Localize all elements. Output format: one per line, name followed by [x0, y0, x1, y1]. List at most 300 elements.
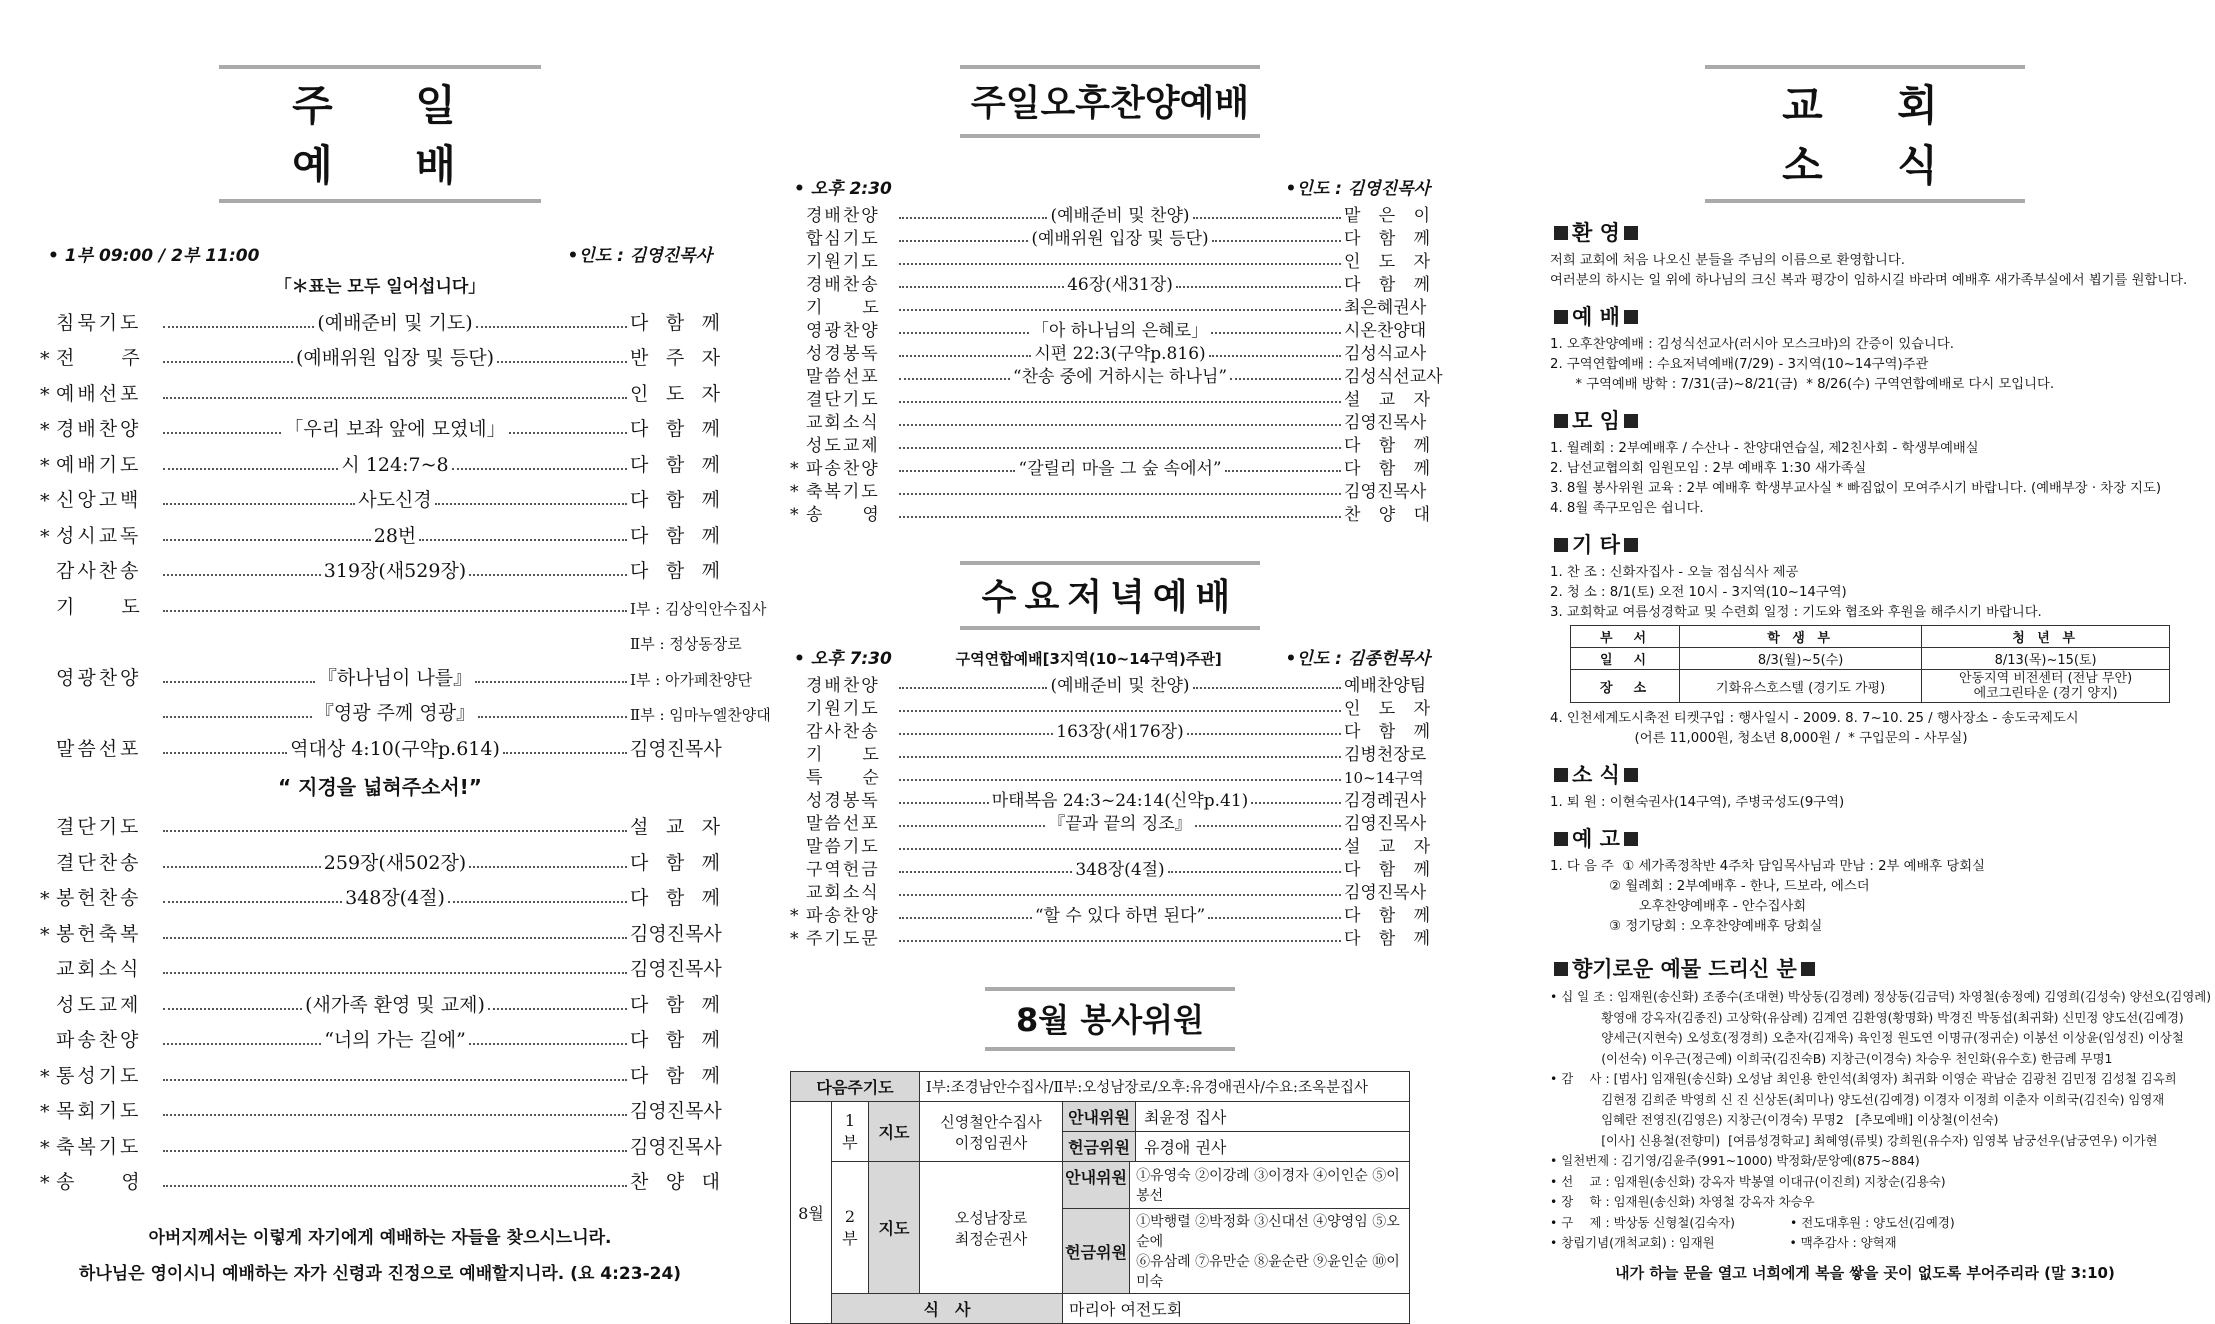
volunteers-table: [790, 1071, 1410, 1324]
dotted-leader: [1225, 470, 1341, 472]
sunday-verse: [40, 1220, 720, 1292]
order-item-content: 348장(4절): [1075, 860, 1165, 880]
notice-line: ② 월례회 : 2부예배후 - 한나, 드보라, 에스더: [1550, 879, 1870, 894]
order-item-content: 사도신경: [358, 489, 432, 511]
sunday-time: • 1부 09:00 / 2부 11:00: [48, 246, 260, 266]
sunday-meta: [48, 241, 720, 266]
order-item-person: 김영진목사: [1344, 814, 1427, 834]
order-item-person: 다 함 께: [1344, 906, 1430, 926]
order-item-content: 348장(4절): [345, 887, 445, 909]
order-item-person: 인 도 자: [1344, 252, 1430, 272]
order-row: [790, 364, 1443, 387]
order-item-content: (예배준비 및 찬양): [1050, 206, 1190, 226]
order-item-name: 성경봉독: [806, 791, 880, 811]
sunday-order-list: [40, 299, 771, 761]
order-item-name: 성시교독: [56, 524, 142, 547]
meal-value: 마리아 여전도회: [1063, 1294, 1410, 1324]
order-item-name: 주기도문: [806, 929, 880, 949]
order-item-person: 다 함 께: [630, 851, 721, 874]
dotted-leader: [163, 1185, 627, 1187]
order-row: [790, 295, 1430, 318]
order-item-person: 김영진목사: [630, 1135, 722, 1158]
order-item-content: 마태복음 24:3~24:14(신약p.41): [991, 791, 1249, 811]
dotted-leader: [478, 716, 627, 718]
order-item-content: 28번: [373, 524, 417, 547]
order-item-person: 김영진목사: [630, 737, 722, 760]
order-item-name: 기 도: [56, 595, 143, 618]
order-item-name: 성도교제: [806, 436, 880, 456]
order-item-content: “너의 가는 길에”: [324, 1029, 466, 1051]
dotted-leader: [497, 361, 627, 363]
square-bullet-icon: [1554, 962, 1568, 976]
closing-verse: 내가 하늘 문을 열고 너희에게 복을 쌓을 곳이 없도록 부어주리라 (말 3:10): [1615, 1263, 2115, 1282]
order-row: [40, 441, 720, 477]
order-row: [790, 456, 1430, 479]
order-item-content: 259장(새502장): [323, 851, 467, 874]
stand-marker: *: [790, 482, 799, 502]
dotted-leader: [448, 901, 627, 903]
dotted-leader: [1230, 378, 1341, 380]
stand-marker: *: [40, 1101, 50, 1123]
order-row: [40, 406, 720, 442]
dotted-leader: [899, 687, 1047, 689]
dotted-leader: [899, 332, 1029, 334]
p1-offering-label: 헌금위원: [1063, 1132, 1136, 1161]
order-row: [40, 875, 720, 911]
p1-label: 1부: [832, 1102, 869, 1162]
order-row: [790, 433, 1430, 456]
order-row: [40, 910, 720, 946]
dotted-leader: [899, 940, 1341, 942]
dotted-leader: [899, 424, 1341, 426]
stand-marker: *: [40, 1065, 50, 1088]
p1-offering-cell: [1063, 1132, 1410, 1162]
wednesday-leader: •인도 : 김종헌목사: [1285, 649, 1430, 669]
notice-line: 오후찬양예배후 - 안수집사회: [1550, 899, 1807, 914]
dotted-leader: [899, 779, 1341, 781]
dotted-leader: [452, 468, 627, 470]
order-row: [40, 583, 767, 619]
offering-line: 황영애 강옥자(김종진) 고상학(유삼례) 김계연 김환영(황명화) 박경진 박동섭(최귀화) 신민정 양도선(김예경): [1550, 1009, 2184, 1025]
p2-usher-cell: [1063, 1162, 1410, 1209]
square-bullet-icon: [1554, 226, 1568, 240]
dotted-leader: [435, 503, 627, 505]
order-item-person: Ⅰ부 : 아가페찬양단: [630, 670, 752, 689]
dotted-leader: [163, 432, 281, 434]
order-item-content: 시편 22:3(구약p.816): [1034, 344, 1206, 364]
camp-cell-line: 에코그린타운 (경기 양지): [1973, 686, 2118, 701]
order-row: [790, 479, 1430, 502]
order-row: [790, 857, 1430, 880]
order-item-person: 김영진목사: [630, 958, 722, 980]
welcome-heading: 환 영: [1550, 217, 2180, 247]
order-item-person: 다 함 께: [1344, 229, 1430, 249]
p1-guide-1: 신영철안수집사: [940, 1112, 1042, 1131]
order-item-content: “찬송 중에 거하시는 하나님”: [1012, 367, 1228, 387]
dotted-leader: [1195, 825, 1341, 827]
order-row: [790, 387, 1430, 410]
dotted-leader: [163, 1079, 627, 1081]
wednesday-order-list: [790, 673, 1430, 949]
dotted-leader: [488, 1008, 627, 1010]
order-row: [40, 299, 720, 335]
camp-cell: [1922, 670, 2170, 703]
order-item-person: 김성식선교사: [1344, 367, 1443, 387]
dotted-leader: [469, 574, 627, 576]
dotted-leader: [899, 516, 1341, 518]
dotted-leader: [163, 972, 627, 974]
p2-offering-line-1: ①박행렬 ②박정화 ③신대선 ④양영임 ⑤오순에: [1136, 1214, 1400, 1250]
camp-cell: 기화유스호스텔 (경기도 가평): [1680, 670, 1922, 703]
order-item-content: (예배위원 입장 및 등단): [295, 347, 495, 369]
dotted-leader: [1168, 871, 1341, 873]
order-item-name: 결단찬송: [56, 851, 142, 874]
order-row: [790, 696, 1430, 719]
dotted-leader: [899, 710, 1341, 712]
offering-line: • 감 사 : [범사] 임재원(송신화) 오성남 최인용 한인석(최영자) 최귀화 이영순 곽남순 김광천 김민정 김성철 김옥희: [1550, 1071, 2177, 1086]
order-item-person: 다 함 께: [1344, 722, 1430, 742]
etc-heading: 기 타: [1550, 529, 2180, 559]
camp-row-label: 장 소: [1571, 670, 1680, 703]
order-item-name: 교회소식: [806, 413, 880, 433]
order-item-name: 경배찬양: [806, 676, 880, 696]
order-row: [790, 834, 1430, 857]
order-row: [40, 981, 720, 1017]
order-item-person: 10~14구역: [1344, 769, 1424, 787]
order-item-content: 『하나님이 나를』: [317, 666, 473, 689]
order-item-person: 김영진목사: [630, 922, 722, 945]
order-item-content: 『끝과 끝의 징조』: [1048, 814, 1192, 834]
order-item-name: 기 도: [806, 298, 881, 318]
dotted-leader: [1209, 355, 1341, 357]
order-item-person: 다 함 께: [630, 311, 721, 334]
order-item-content: 319장(새529장): [323, 560, 467, 582]
dotted-leader: [163, 830, 627, 832]
square-bullet-icon: [1801, 962, 1815, 976]
order-row: [790, 502, 1430, 525]
notice-line: ③ 정기당회 : 오후찬양예배후 당회실: [1550, 919, 1823, 934]
dotted-leader: [899, 825, 1045, 827]
order-item-content: 「아 하나님의 은혜로」: [1031, 321, 1209, 341]
news-banner: 교 회 소 식: [1705, 65, 2025, 203]
order-item-content: “갈릴리 마을 그 숲 속에서”: [1018, 459, 1222, 479]
square-bullet-icon: [1624, 538, 1638, 552]
order-row: [790, 249, 1430, 272]
order-item-person: 다 함 께: [630, 489, 721, 511]
worship-line: * 구역예배 방학 : 7/31(금)~8/21(금) * 8/26(수) 구역연합예배로 다시 모입니다.: [1550, 377, 2055, 392]
meeting-line: 4. 8월 족구모임은 쉽니다.: [1550, 501, 1704, 516]
order-item-person: 다 함 께: [630, 560, 721, 582]
wednesday-banner: 수요저녁예배: [960, 561, 1260, 630]
verse-line-1: 아버지께서는 이렇게 자기에게 예배하는 자들을 찾으시느니라.: [148, 1228, 612, 1248]
dotted-leader: [1208, 917, 1341, 919]
order-row: [40, 725, 720, 761]
order-item-name: 영광찬양: [56, 666, 142, 689]
p2-guide-2: 최정순권사: [954, 1229, 1028, 1248]
order-item-person: Ⅰ부 : 김상익안수집사: [630, 599, 767, 618]
dotted-leader: [899, 378, 1010, 380]
afternoon-time: • 오후 2:30: [794, 179, 892, 199]
order-item-person: 인 도 자: [1344, 699, 1430, 719]
order-item-person: 다 함 께: [630, 887, 721, 909]
dotted-leader: [163, 937, 627, 939]
order-item-name: 봉헌축복: [56, 922, 142, 945]
p2-offering-cell: [1063, 1209, 1410, 1294]
order-item-name: 침묵기도: [56, 311, 142, 334]
camp-header: 부 서: [1571, 626, 1680, 648]
order-item-content: 163장(새176장): [1056, 722, 1184, 742]
dotted-leader: [899, 286, 1064, 288]
order-item-name: 말씀선포: [806, 814, 880, 834]
welcome-line: 저희 교회에 처음 나오신 분들을 주님의 이름으로 환영합니다.: [1550, 253, 1905, 268]
p1-usher-value: 최윤정 집사: [1144, 1108, 1227, 1127]
news-heading: 소 식: [1550, 759, 2180, 789]
order-item-person: 다 함 께: [1344, 860, 1430, 880]
month-label: 8월: [791, 1102, 832, 1324]
order-row: [790, 742, 1430, 765]
p2-offering-line-2: ⑥유삼례 ⑦유만순 ⑧윤순란 ⑨윤인순 ⑩이미숙: [1136, 1254, 1400, 1290]
sunday-leader: •인도 : 김영진목사: [567, 246, 712, 266]
order-row: [40, 335, 720, 371]
wednesday-meta: [794, 644, 1430, 669]
dotted-leader: [899, 493, 1341, 495]
order-item-name: 성도교제: [56, 993, 142, 1016]
square-bullet-icon: [1624, 768, 1638, 782]
dotted-leader: [1211, 332, 1341, 334]
dotted-leader: [899, 309, 1341, 311]
dotted-leader: [899, 240, 1028, 242]
news-line: 1. 퇴 원 : 이현숙권사(14구역), 주병국성도(9구역): [1550, 795, 1845, 810]
p2-usher-label: 안내위원: [1063, 1162, 1130, 1208]
welcome-line: 여러분의 하시는 일 위에 하나님의 크신 복과 평강이 임하시길 바라며 예배후 새가족부실에서 뵙기를 원합니다.: [1550, 273, 2188, 288]
offering-line: 임혜란 전영진(김영은) 지창근(이경숙) 무명2 [추모예배] 이상철(이선숙): [1550, 1112, 1999, 1127]
order-row: [790, 272, 1430, 295]
order-row: [40, 690, 771, 726]
dotted-leader: [163, 468, 338, 470]
order-item-person: 다 함 께: [1344, 275, 1431, 295]
p1-usher-label: 안내위원: [1063, 1102, 1136, 1131]
meeting-heading: 모 임: [1550, 405, 2180, 435]
order-item-name: 경배찬양: [56, 418, 142, 440]
order-item-name: 축복기도: [56, 1135, 142, 1158]
order-item-name: 통성기도: [56, 1064, 142, 1087]
wednesday-subtitle: 구역연합예배[3지역(10~14구역)주관]: [955, 650, 1222, 668]
order-item-content: (예배위원 입장 및 등단): [1031, 229, 1209, 249]
p2-guides: [920, 1162, 1063, 1294]
order-item-name: 전 주: [56, 347, 143, 369]
order-item-name: 신앙고백: [56, 489, 142, 511]
order-item-name: 결단기도: [56, 816, 142, 838]
p1-usher-cell: [1063, 1102, 1410, 1132]
news-section: [1550, 759, 2180, 813]
offering-line: • 일천번제 : 김기영/김윤주(991~1000) 박정화/문앙예(875~884): [1550, 1153, 1920, 1168]
order-item-name: 봉헌찬송: [56, 887, 142, 909]
worship-heading: 예 배: [1550, 301, 2180, 331]
offering-line: • 창립기념(개척교회) : 임재원 • 맥추감사 : 양혁재: [1550, 1235, 1897, 1250]
dotted-leader: [469, 866, 627, 868]
offering-line: (이선숙) 이우근(정근예) 이희국(김진숙B) 지창근(이경숙) 차승우 천인화(유수호) 한금례 무명1: [1550, 1050, 2113, 1066]
p1-offering-value: 유경애 권사: [1144, 1138, 1227, 1157]
p2-guide-label: 지도: [869, 1162, 920, 1294]
order-row: [790, 788, 1430, 811]
order-row: [40, 1052, 720, 1088]
order-item-name: 감사찬송: [56, 560, 142, 582]
stand-marker: *: [40, 454, 50, 477]
dotted-leader: [509, 432, 627, 434]
order-row: [790, 926, 1430, 949]
dotted-leader: [1251, 802, 1341, 804]
square-bullet-icon: [1554, 768, 1568, 782]
order-item-name: 성경봉독: [806, 344, 880, 364]
dotted-leader: [163, 752, 287, 754]
dotted-leader: [899, 917, 1032, 919]
order-item-content: (예배준비 및 기도): [317, 311, 473, 334]
order-item-person: 다 함 께: [1344, 436, 1430, 456]
order-item-name: 파송찬양: [56, 1029, 142, 1051]
meeting-line: 3. 8월 봉사위원 교육 : 2부 예배후 학생부교사실 * 빠짐없이 모여주시기 바랍니다. (예배부장 · 차장 지도): [1550, 481, 2162, 496]
order-item-person: 설 교 자: [1344, 837, 1430, 857]
dotted-leader: [899, 733, 1053, 735]
dotted-leader: [899, 894, 1341, 896]
offering-line: [이사] 신용철(전향미) [여름성경학교] 최혜영(류빛) 강희원(유수자) 임영복 남궁선우(남궁연우) 이가현: [1550, 1132, 2158, 1148]
dotted-leader: [899, 217, 1047, 219]
stand-marker: *: [40, 1172, 50, 1194]
meal-label: 식 사: [832, 1294, 1063, 1324]
order-item-name: 경배찬양: [806, 206, 880, 226]
order-item-name: 예배선포: [56, 382, 142, 405]
worship-line: 2. 구역연합예배 : 수요저녁예배(7/29) - 3지역(10~14구역)주관: [1550, 357, 1929, 372]
offering-line: • 장 학 : 임재원(송신화) 차영철 강옥자 차승우: [1550, 1194, 1815, 1209]
dotted-leader: [899, 871, 1072, 873]
order-row: [40, 1159, 720, 1195]
square-bullet-icon: [1554, 832, 1568, 846]
etc-line: 2. 청 소 : 8/1(토) 오전 10시 - 3지역(10~14구역): [1550, 585, 1847, 600]
order-row: [40, 946, 720, 982]
order-item-name: 말씀선포: [806, 367, 880, 387]
p1-guide-2: 이정임권사: [954, 1133, 1028, 1152]
order-row: [790, 226, 1430, 249]
order-item-name: 감사찬송: [806, 722, 880, 742]
order-item-name: 송 영: [806, 505, 881, 525]
dotted-leader: [1187, 733, 1341, 735]
square-bullet-icon: [1624, 414, 1638, 428]
dotted-leader: [163, 901, 342, 903]
worship-section: [1550, 301, 2180, 395]
order-row: [790, 673, 1430, 696]
etc-line: 3. 교회학교 여름성경학교 및 수련회 일정 : 기도와 협조와 후원을 해주시기 바랍니다.: [1550, 605, 2042, 620]
order-item-person: Ⅱ부 : 정상동장로: [630, 635, 742, 653]
offering-list: [1550, 987, 2212, 1254]
order-row: [790, 203, 1430, 226]
dotted-leader: [163, 326, 314, 328]
stand-marker: *: [40, 383, 50, 406]
order-item-person: 설 교 자: [630, 816, 720, 838]
order-row: [790, 410, 1430, 433]
dotted-leader: [899, 848, 1341, 850]
order-row: [40, 619, 742, 655]
order-item-content: 시 124:7~8: [341, 453, 449, 476]
order-item-person: 다 함 께: [630, 418, 720, 440]
stand-marker: *: [40, 490, 50, 512]
etc-section: [1550, 529, 2180, 749]
dotted-leader: [163, 574, 321, 576]
square-bullet-icon: [1624, 832, 1638, 846]
p2-label: 2부: [832, 1162, 869, 1294]
order-row: [40, 370, 720, 406]
order-item-person: 다 함 께: [630, 993, 720, 1016]
offering-line: • 구 제 : 박상동 신형철(김숙자) • 전도대후원 : 양도선(김예경): [1550, 1214, 1955, 1230]
p2-offering-label: 헌금위원: [1063, 1209, 1130, 1293]
dotted-leader: [163, 539, 371, 541]
order-item-name: 교회소식: [56, 958, 142, 980]
stand-marker: *: [40, 419, 50, 441]
order-item-content: (새가족 환영 및 교제): [305, 993, 485, 1016]
order-item-person: 김병천장로: [1344, 745, 1427, 765]
dotted-leader: [163, 1008, 302, 1010]
order-item-person: 찬 양 대: [1344, 505, 1430, 525]
order-row: [40, 477, 720, 513]
order-item-name: 합심기도: [806, 229, 880, 249]
offering-heading: 향기로운 예물 드리신 분: [1550, 953, 2180, 983]
next-prayer-label: 다음주기도: [791, 1072, 920, 1102]
order-item-person: 최은혜권사: [1344, 298, 1427, 318]
order-item-name: 기 도: [806, 745, 881, 765]
order-item-name: 특 순: [806, 768, 881, 788]
dotted-leader: [899, 802, 989, 804]
afternoon-order-list: [790, 203, 1443, 525]
camp-cell-line: 안동지역 비전센터 (전남 무안): [1958, 671, 2133, 686]
order-item-person: 김영진목사: [1344, 482, 1427, 502]
wednesday-time: • 오후 7:30: [794, 649, 892, 669]
sermon-title: “ 지경을 넓혀주소서!”: [278, 774, 482, 799]
afternoon-meta: [794, 174, 1430, 199]
order-item-person: 김성식교사: [1344, 344, 1427, 364]
order-item-person: 김영진목사: [1344, 883, 1427, 903]
stand-marker: *: [40, 525, 50, 548]
order-item-content: 46장(새31장): [1067, 275, 1173, 295]
order-item-name: 구역헌금: [806, 860, 880, 880]
stand-marker: *: [40, 348, 50, 370]
dotted-leader: [419, 539, 627, 541]
standing-note: 「＊표는 모두 일어섭니다」: [274, 277, 486, 297]
offering-line: • 선 교 : 임재원(송신화) 강옥자 박봉열 이대규(이진희) 지창순(김용숙): [1550, 1173, 1946, 1189]
order-item-person: Ⅱ부 : 임마누엘찬양대: [630, 706, 771, 724]
order-item-person: 김영진목사: [630, 1100, 722, 1122]
order-row: [40, 1088, 720, 1124]
order-item-name: 말씀기도: [806, 837, 880, 857]
dotted-leader: [163, 716, 312, 718]
order-item-person: 설 교 자: [1344, 390, 1430, 410]
order-row: [40, 654, 752, 690]
order-item-name: 기원기도: [806, 252, 880, 272]
stand-marker: *: [790, 505, 799, 525]
church-news-column: [1550, 0, 2212, 1282]
dotted-leader: [163, 1043, 321, 1045]
middle-column: [790, 0, 1443, 1319]
order-item-name: 예배기도: [56, 453, 142, 476]
dotted-leader: [899, 355, 1031, 357]
order-item-person: 다 함 께: [630, 453, 721, 476]
square-bullet-icon: [1624, 310, 1638, 324]
offering-line: • 십 일 조 : 임재원(송신화) 조종수(조대현) 박상동(김경례) 정상동(김금덕) 차영철(송정예) 김영희(김성숙) 양선오(김영례): [1550, 989, 2212, 1004]
camp-header: 청 년 부: [1922, 626, 2170, 648]
order-item-person: 다 함 께: [1344, 459, 1430, 479]
dotted-leader: [1193, 687, 1341, 689]
dotted-leader: [469, 1043, 627, 1045]
order-item-name: 말씀선포: [56, 737, 142, 760]
dotted-leader: [163, 1150, 627, 1152]
camp-header: 학 생 부: [1680, 626, 1922, 648]
